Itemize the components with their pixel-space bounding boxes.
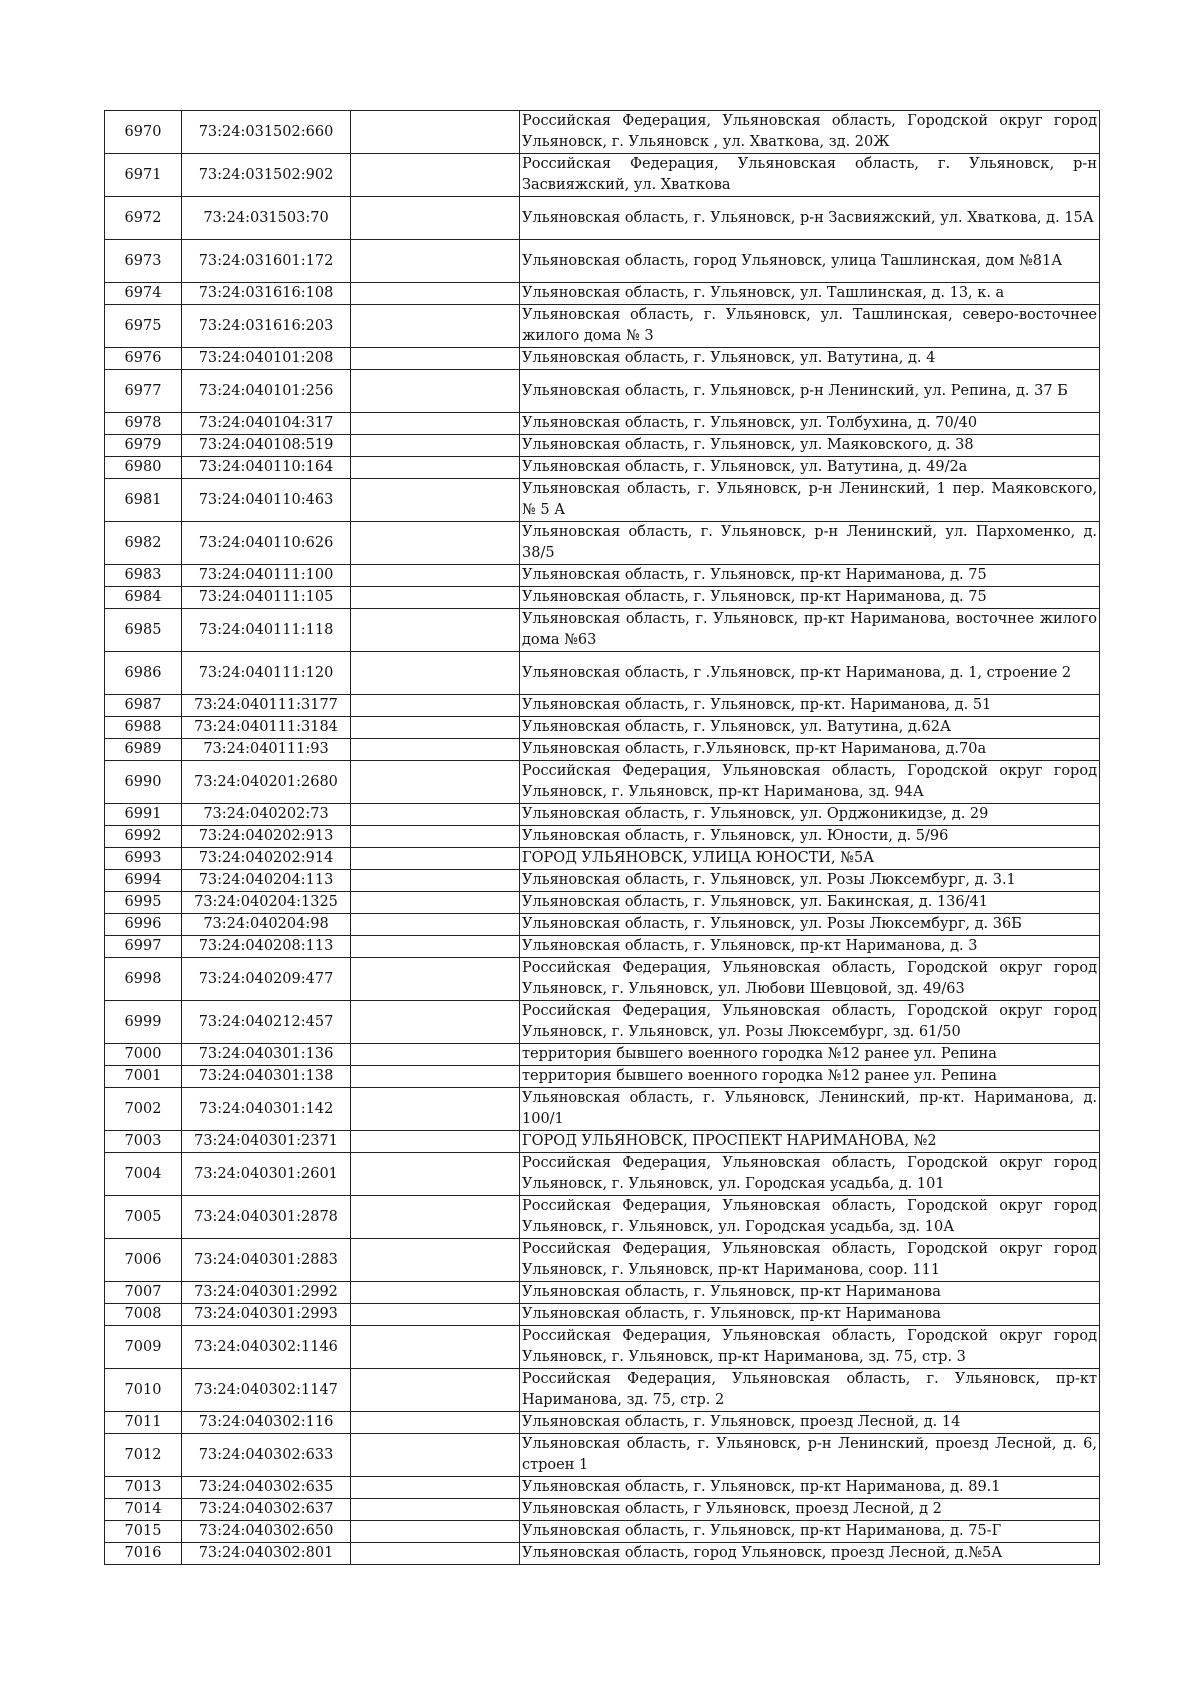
row-number-cell: 7004	[105, 1153, 182, 1196]
row-number-cell: 7009	[105, 1326, 182, 1369]
address-cell: Российская Федерация, Ульяновская область, Городской округ город Ульяновск, г. Ульяновск, ул. Городская усадьба, зд. 10А	[520, 1196, 1100, 1239]
cadastral-number-cell: 73:24:040301:142	[182, 1088, 351, 1131]
address-cell: Российская Федерация, Ульяновская область, Городской округ город Ульяновск, г. Ульяновск, пр-кт Нариманова, зд. 94А	[520, 761, 1100, 804]
empty-cell	[351, 1434, 520, 1477]
cadastral-number-cell: 73:24:040301:136	[182, 1044, 351, 1066]
cadastral-number-cell: 73:24:031601:172	[182, 240, 351, 283]
empty-cell	[351, 1131, 520, 1153]
address-cell: Ульяновская область, г. Ульяновск, ул. Ташлинская, северо-восточнее жилого дома № 3	[520, 305, 1100, 348]
empty-cell	[351, 1282, 520, 1304]
row-number-cell: 6995	[105, 892, 182, 914]
table-row	[105, 870, 1100, 892]
table-row	[105, 1412, 1100, 1434]
row-number-cell: 7013	[105, 1477, 182, 1499]
row-number-cell: 7003	[105, 1131, 182, 1153]
empty-cell	[351, 1304, 520, 1326]
table-row	[105, 958, 1100, 1001]
row-number-cell: 7007	[105, 1282, 182, 1304]
empty-cell	[351, 609, 520, 652]
cadastral-registry-table	[104, 110, 1100, 1565]
cadastral-number-cell: 73:24:040302:633	[182, 1434, 351, 1477]
address-cell: Ульяновская область, г. Ульяновск, ул. Розы Люксембург, д. 36Б	[520, 914, 1100, 936]
cadastral-number-cell: 73:24:040110:164	[182, 457, 351, 479]
row-number-cell: 7001	[105, 1066, 182, 1088]
cadastral-number-cell: 73:24:040101:256	[182, 370, 351, 413]
empty-cell	[351, 435, 520, 457]
address-cell: Ульяновская область, г.Ульяновск, пр-кт Нариманова, д.70а	[520, 739, 1100, 761]
address-cell: Ульяновская область, г. Ульяновск, р-н Ленинский, проезд Лесной, д. 6, строен 1	[520, 1434, 1100, 1477]
empty-cell	[351, 804, 520, 826]
empty-cell	[351, 479, 520, 522]
row-number-cell: 6972	[105, 197, 182, 240]
cadastral-number-cell: 73:24:031616:203	[182, 305, 351, 348]
table-row	[105, 1239, 1100, 1282]
row-number-cell: 6991	[105, 804, 182, 826]
empty-cell	[351, 457, 520, 479]
cadastral-number-cell: 73:24:040301:2992	[182, 1282, 351, 1304]
cadastral-number-cell: 73:24:031503:70	[182, 197, 351, 240]
cadastral-number-cell: 73:24:040301:2601	[182, 1153, 351, 1196]
empty-cell	[351, 587, 520, 609]
cadastral-number-cell: 73:24:031616:108	[182, 283, 351, 305]
table-row	[105, 348, 1100, 370]
empty-cell	[351, 1066, 520, 1088]
empty-cell	[351, 1153, 520, 1196]
row-number-cell: 7012	[105, 1434, 182, 1477]
row-number-cell: 6989	[105, 739, 182, 761]
row-number-cell: 6994	[105, 870, 182, 892]
table-row	[105, 1326, 1100, 1369]
row-number-cell: 6970	[105, 111, 182, 154]
cadastral-number-cell: 73:24:040302:1147	[182, 1369, 351, 1412]
cadastral-number-cell: 73:24:040108:519	[182, 435, 351, 457]
cadastral-number-cell: 73:24:040110:626	[182, 522, 351, 565]
cadastral-number-cell: 73:24:040212:457	[182, 1001, 351, 1044]
table-row	[105, 761, 1100, 804]
table-row	[105, 1196, 1100, 1239]
cadastral-number-cell: 73:24:031502:660	[182, 111, 351, 154]
address-cell: Ульяновская область, г. Ульяновск, пр-кт. Нариманова, д. 51	[520, 695, 1100, 717]
cadastral-number-cell: 73:24:040208:113	[182, 936, 351, 958]
address-cell: Российская Федерация, Ульяновская область, Городской округ город Ульяновск, г. Ульяновск, пр-кт Нариманова, зд. 75, стр. 3	[520, 1326, 1100, 1369]
table-row	[105, 565, 1100, 587]
cadastral-number-cell: 73:24:040111:93	[182, 739, 351, 761]
row-number-cell: 6990	[105, 761, 182, 804]
row-number-cell: 6973	[105, 240, 182, 283]
row-number-cell: 7005	[105, 1196, 182, 1239]
address-cell: Российская Федерация, Ульяновская область, г. Ульяновск, пр-кт Нариманова, зд. 75, стр. 2	[520, 1369, 1100, 1412]
empty-cell	[351, 1477, 520, 1499]
table-row	[105, 283, 1100, 305]
row-number-cell: 6992	[105, 826, 182, 848]
table-row	[105, 1521, 1100, 1543]
table-row	[105, 111, 1100, 154]
row-number-cell: 6986	[105, 652, 182, 695]
row-number-cell: 7016	[105, 1543, 182, 1565]
cadastral-number-cell: 73:24:040111:118	[182, 609, 351, 652]
row-number-cell: 6987	[105, 695, 182, 717]
cadastral-number-cell: 73:24:040110:463	[182, 479, 351, 522]
row-number-cell: 6983	[105, 565, 182, 587]
address-cell: Ульяновская область, г. Ульяновск, р-н Засвияжский, ул. Хваткова, д. 15А	[520, 197, 1100, 240]
table-row	[105, 1066, 1100, 1088]
empty-cell	[351, 240, 520, 283]
table-row	[105, 914, 1100, 936]
table-row	[105, 457, 1100, 479]
empty-cell	[351, 370, 520, 413]
table-row	[105, 826, 1100, 848]
row-number-cell: 6985	[105, 609, 182, 652]
cadastral-number-cell: 73:24:040301:138	[182, 1066, 351, 1088]
table-row	[105, 1088, 1100, 1131]
address-cell: Ульяновская область, г. Ульяновск, Ленинский, пр-кт. Нариманова, д. 100/1	[520, 1088, 1100, 1131]
table-row	[105, 1131, 1100, 1153]
address-cell: территория бывшего военного городка №12 ранее ул. Репина	[520, 1044, 1100, 1066]
empty-cell	[351, 848, 520, 870]
empty-cell	[351, 892, 520, 914]
address-cell: Ульяновская область, г. Ульяновск, пр-кт Нариманова, д. 75-Г	[520, 1521, 1100, 1543]
cadastral-number-cell: 73:24:040302:801	[182, 1543, 351, 1565]
table-row	[105, 154, 1100, 197]
table-row	[105, 1044, 1100, 1066]
table-row	[105, 305, 1100, 348]
table-row	[105, 413, 1100, 435]
address-cell: Российская Федерация, Ульяновская область, Городской округ город Ульяновск, г. Ульяновск, ул. Розы Люксембург, зд. 61/50	[520, 1001, 1100, 1044]
table-row	[105, 1434, 1100, 1477]
row-number-cell: 6978	[105, 413, 182, 435]
empty-cell	[351, 1412, 520, 1434]
cadastral-number-cell: 73:24:040302:1146	[182, 1326, 351, 1369]
address-cell: Российская Федерация, Ульяновская область, Городской округ город Ульяновск, г. Ульяновск , ул. Хваткова, зд. 20Ж	[520, 111, 1100, 154]
cadastral-number-cell: 73:24:040111:3177	[182, 695, 351, 717]
empty-cell	[351, 717, 520, 739]
empty-cell	[351, 111, 520, 154]
table-row	[105, 1477, 1100, 1499]
row-number-cell: 7008	[105, 1304, 182, 1326]
empty-cell	[351, 1044, 520, 1066]
table-row	[105, 1499, 1100, 1521]
cadastral-number-cell: 73:24:040202:73	[182, 804, 351, 826]
row-number-cell: 6997	[105, 936, 182, 958]
empty-cell	[351, 739, 520, 761]
cadastral-number-cell: 73:24:040202:914	[182, 848, 351, 870]
address-cell: Российская Федерация, Ульяновская область, г. Ульяновск, р-н Засвияжский, ул. Хваткова	[520, 154, 1100, 197]
address-cell: Ульяновская область, г. Ульяновск, ул. Юности, д. 5/96	[520, 826, 1100, 848]
row-number-cell: 6974	[105, 283, 182, 305]
empty-cell	[351, 1196, 520, 1239]
empty-cell	[351, 1369, 520, 1412]
address-cell: Ульяновская область, г. Ульяновск, ул. Бакинская, д. 136/41	[520, 892, 1100, 914]
empty-cell	[351, 305, 520, 348]
row-number-cell: 6982	[105, 522, 182, 565]
table-row	[105, 435, 1100, 457]
address-cell: Ульяновская область, город Ульяновск, улица Ташлинская, дом №81А	[520, 240, 1100, 283]
empty-cell	[351, 522, 520, 565]
row-number-cell: 7010	[105, 1369, 182, 1412]
empty-cell	[351, 1326, 520, 1369]
table-row	[105, 522, 1100, 565]
cadastral-number-cell: 73:24:040302:650	[182, 1521, 351, 1543]
row-number-cell: 6975	[105, 305, 182, 348]
address-cell: Ульяновская область, г. Ульяновск, ул. Розы Люксембург, д. 3.1	[520, 870, 1100, 892]
row-number-cell: 6980	[105, 457, 182, 479]
address-cell: Ульяновская область, г. Ульяновск, ул. Ватутина, д. 4	[520, 348, 1100, 370]
table-row	[105, 739, 1100, 761]
address-cell: Ульяновская область, г. Ульяновск, р-н Ленинский, 1 пер. Маяковского, № 5 А	[520, 479, 1100, 522]
cadastral-number-cell: 73:24:040201:2680	[182, 761, 351, 804]
empty-cell	[351, 1239, 520, 1282]
cadastral-number-cell: 73:24:040202:913	[182, 826, 351, 848]
cadastral-number-cell: 73:24:040111:3184	[182, 717, 351, 739]
address-cell: Ульяновская область, г Ульяновск, проезд Лесной, д 2	[520, 1499, 1100, 1521]
address-cell: Ульяновская область, г. Ульяновск, проезд Лесной, д. 14	[520, 1412, 1100, 1434]
empty-cell	[351, 826, 520, 848]
row-number-cell: 7014	[105, 1499, 182, 1521]
address-cell: Ульяновская область, город Ульяновск, проезд Лесной, д.№5А	[520, 1543, 1100, 1565]
table-row	[105, 695, 1100, 717]
empty-cell	[351, 283, 520, 305]
address-cell: Российская Федерация, Ульяновская область, Городской округ город Ульяновск, г. Ульяновск, ул. Городская усадьба, д. 101	[520, 1153, 1100, 1196]
row-number-cell: 7000	[105, 1044, 182, 1066]
table-row	[105, 587, 1100, 609]
empty-cell	[351, 870, 520, 892]
cadastral-number-cell: 73:24:040101:208	[182, 348, 351, 370]
address-cell: Ульяновская область, г. Ульяновск, р-н Ленинский, ул. Пархоменко, д. 38/5	[520, 522, 1100, 565]
address-cell: Российская Федерация, Ульяновская область, Городской округ город Ульяновск, г. Ульяновск, пр-кт Нариманова, соор. 111	[520, 1239, 1100, 1282]
empty-cell	[351, 348, 520, 370]
row-number-cell: 7015	[105, 1521, 182, 1543]
address-cell: Ульяновская область, г. Ульяновск, ул. Ватутина, д.62А	[520, 717, 1100, 739]
table-row	[105, 1153, 1100, 1196]
table-row	[105, 1304, 1100, 1326]
empty-cell	[351, 565, 520, 587]
empty-cell	[351, 1088, 520, 1131]
cadastral-number-cell: 73:24:040111:100	[182, 565, 351, 587]
empty-cell	[351, 197, 520, 240]
row-number-cell: 7002	[105, 1088, 182, 1131]
row-number-cell: 6993	[105, 848, 182, 870]
address-cell: Ульяновская область, г. Ульяновск, ул. Ташлинская, д. 13, к. а	[520, 283, 1100, 305]
empty-cell	[351, 1521, 520, 1543]
empty-cell	[351, 1543, 520, 1565]
address-cell: Ульяновская область, г. Ульяновск, пр-кт Нариманова, д. 3	[520, 936, 1100, 958]
address-cell: Ульяновская область, г. Ульяновск, пр-кт Нариманова, восточнее жилого дома №63	[520, 609, 1100, 652]
row-number-cell: 7011	[105, 1412, 182, 1434]
row-number-cell: 6971	[105, 154, 182, 197]
address-cell: Ульяновская область, г. Ульяновск, пр-кт Нариманова, д. 75	[520, 565, 1100, 587]
address-cell: Ульяновская область, г. Ульяновск, ул. Маяковского, д. 38	[520, 435, 1100, 457]
registry-table-body	[105, 111, 1100, 1565]
cadastral-number-cell: 73:24:040301:2371	[182, 1131, 351, 1153]
row-number-cell: 6998	[105, 958, 182, 1001]
cadastral-number-cell: 73:24:031502:902	[182, 154, 351, 197]
table-row	[105, 804, 1100, 826]
row-number-cell: 7006	[105, 1239, 182, 1282]
address-cell: Ульяновская область, г. Ульяновск, пр-кт Нариманова	[520, 1304, 1100, 1326]
address-cell: Ульяновская область, г. Ульяновск, ул. Толбухина, д. 70/40	[520, 413, 1100, 435]
address-cell: Ульяновская область, г. Ульяновск, пр-кт Нариманова, д. 75	[520, 587, 1100, 609]
table-row	[105, 609, 1100, 652]
cadastral-number-cell: 73:24:040111:120	[182, 652, 351, 695]
cadastral-number-cell: 73:24:040302:637	[182, 1499, 351, 1521]
empty-cell	[351, 936, 520, 958]
empty-cell	[351, 761, 520, 804]
row-number-cell: 6988	[105, 717, 182, 739]
table-row	[105, 240, 1100, 283]
cadastral-number-cell: 73:24:040204:98	[182, 914, 351, 936]
row-number-cell: 6979	[105, 435, 182, 457]
cadastral-number-cell: 73:24:040209:477	[182, 958, 351, 1001]
table-row	[105, 1369, 1100, 1412]
cadastral-number-cell: 73:24:040204:113	[182, 870, 351, 892]
cadastral-number-cell: 73:24:040302:635	[182, 1477, 351, 1499]
empty-cell	[351, 958, 520, 1001]
cadastral-number-cell: 73:24:040302:116	[182, 1412, 351, 1434]
table-row	[105, 479, 1100, 522]
row-number-cell: 6999	[105, 1001, 182, 1044]
address-cell: Ульяновская область, г. Ульяновск, ул. Ватутина, д. 49/2а	[520, 457, 1100, 479]
table-row	[105, 197, 1100, 240]
address-cell: ГОРОД УЛЬЯНОВСК, ПРОСПЕКТ НАРИМАНОВА, №2	[520, 1131, 1100, 1153]
address-cell: территория бывшего военного городка №12 ранее ул. Репина	[520, 1066, 1100, 1088]
row-number-cell: 6984	[105, 587, 182, 609]
empty-cell	[351, 1001, 520, 1044]
row-number-cell: 6976	[105, 348, 182, 370]
cadastral-number-cell: 73:24:040204:1325	[182, 892, 351, 914]
table-row	[105, 717, 1100, 739]
table-row	[105, 848, 1100, 870]
row-number-cell: 6977	[105, 370, 182, 413]
empty-cell	[351, 154, 520, 197]
address-cell: Ульяновская область, г. Ульяновск, пр-кт Нариманова	[520, 1282, 1100, 1304]
empty-cell	[351, 1499, 520, 1521]
row-number-cell: 6996	[105, 914, 182, 936]
table-row	[105, 1282, 1100, 1304]
cadastral-number-cell: 73:24:040301:2883	[182, 1239, 351, 1282]
cadastral-number-cell: 73:24:040301:2993	[182, 1304, 351, 1326]
cadastral-number-cell: 73:24:040111:105	[182, 587, 351, 609]
cadastral-number-cell: 73:24:040301:2878	[182, 1196, 351, 1239]
cadastral-number-cell: 73:24:040104:317	[182, 413, 351, 435]
address-cell: ГОРОД УЛЬЯНОВСК, УЛИЦА ЮНОСТИ, №5А	[520, 848, 1100, 870]
row-number-cell: 6981	[105, 479, 182, 522]
table-row	[105, 936, 1100, 958]
table-row	[105, 892, 1100, 914]
table-row	[105, 652, 1100, 695]
table-row	[105, 370, 1100, 413]
address-cell: Ульяновская область, г. Ульяновск, ул. Орджоникидзе, д. 29	[520, 804, 1100, 826]
address-cell: Ульяновская область, г .Ульяновск, пр-кт Нариманова, д. 1, строение 2	[520, 652, 1100, 695]
address-cell: Российская Федерация, Ульяновская область, Городской округ город Ульяновск, г. Ульяновск, ул. Любови Шевцовой, зд. 49/63	[520, 958, 1100, 1001]
table-row	[105, 1543, 1100, 1565]
empty-cell	[351, 695, 520, 717]
empty-cell	[351, 652, 520, 695]
empty-cell	[351, 413, 520, 435]
empty-cell	[351, 914, 520, 936]
table-row	[105, 1001, 1100, 1044]
address-cell: Ульяновская область, г. Ульяновск, р-н Ленинский, ул. Репина, д. 37 Б	[520, 370, 1100, 413]
address-cell: Ульяновская область, г. Ульяновск, пр-кт Нариманова, д. 89.1	[520, 1477, 1100, 1499]
